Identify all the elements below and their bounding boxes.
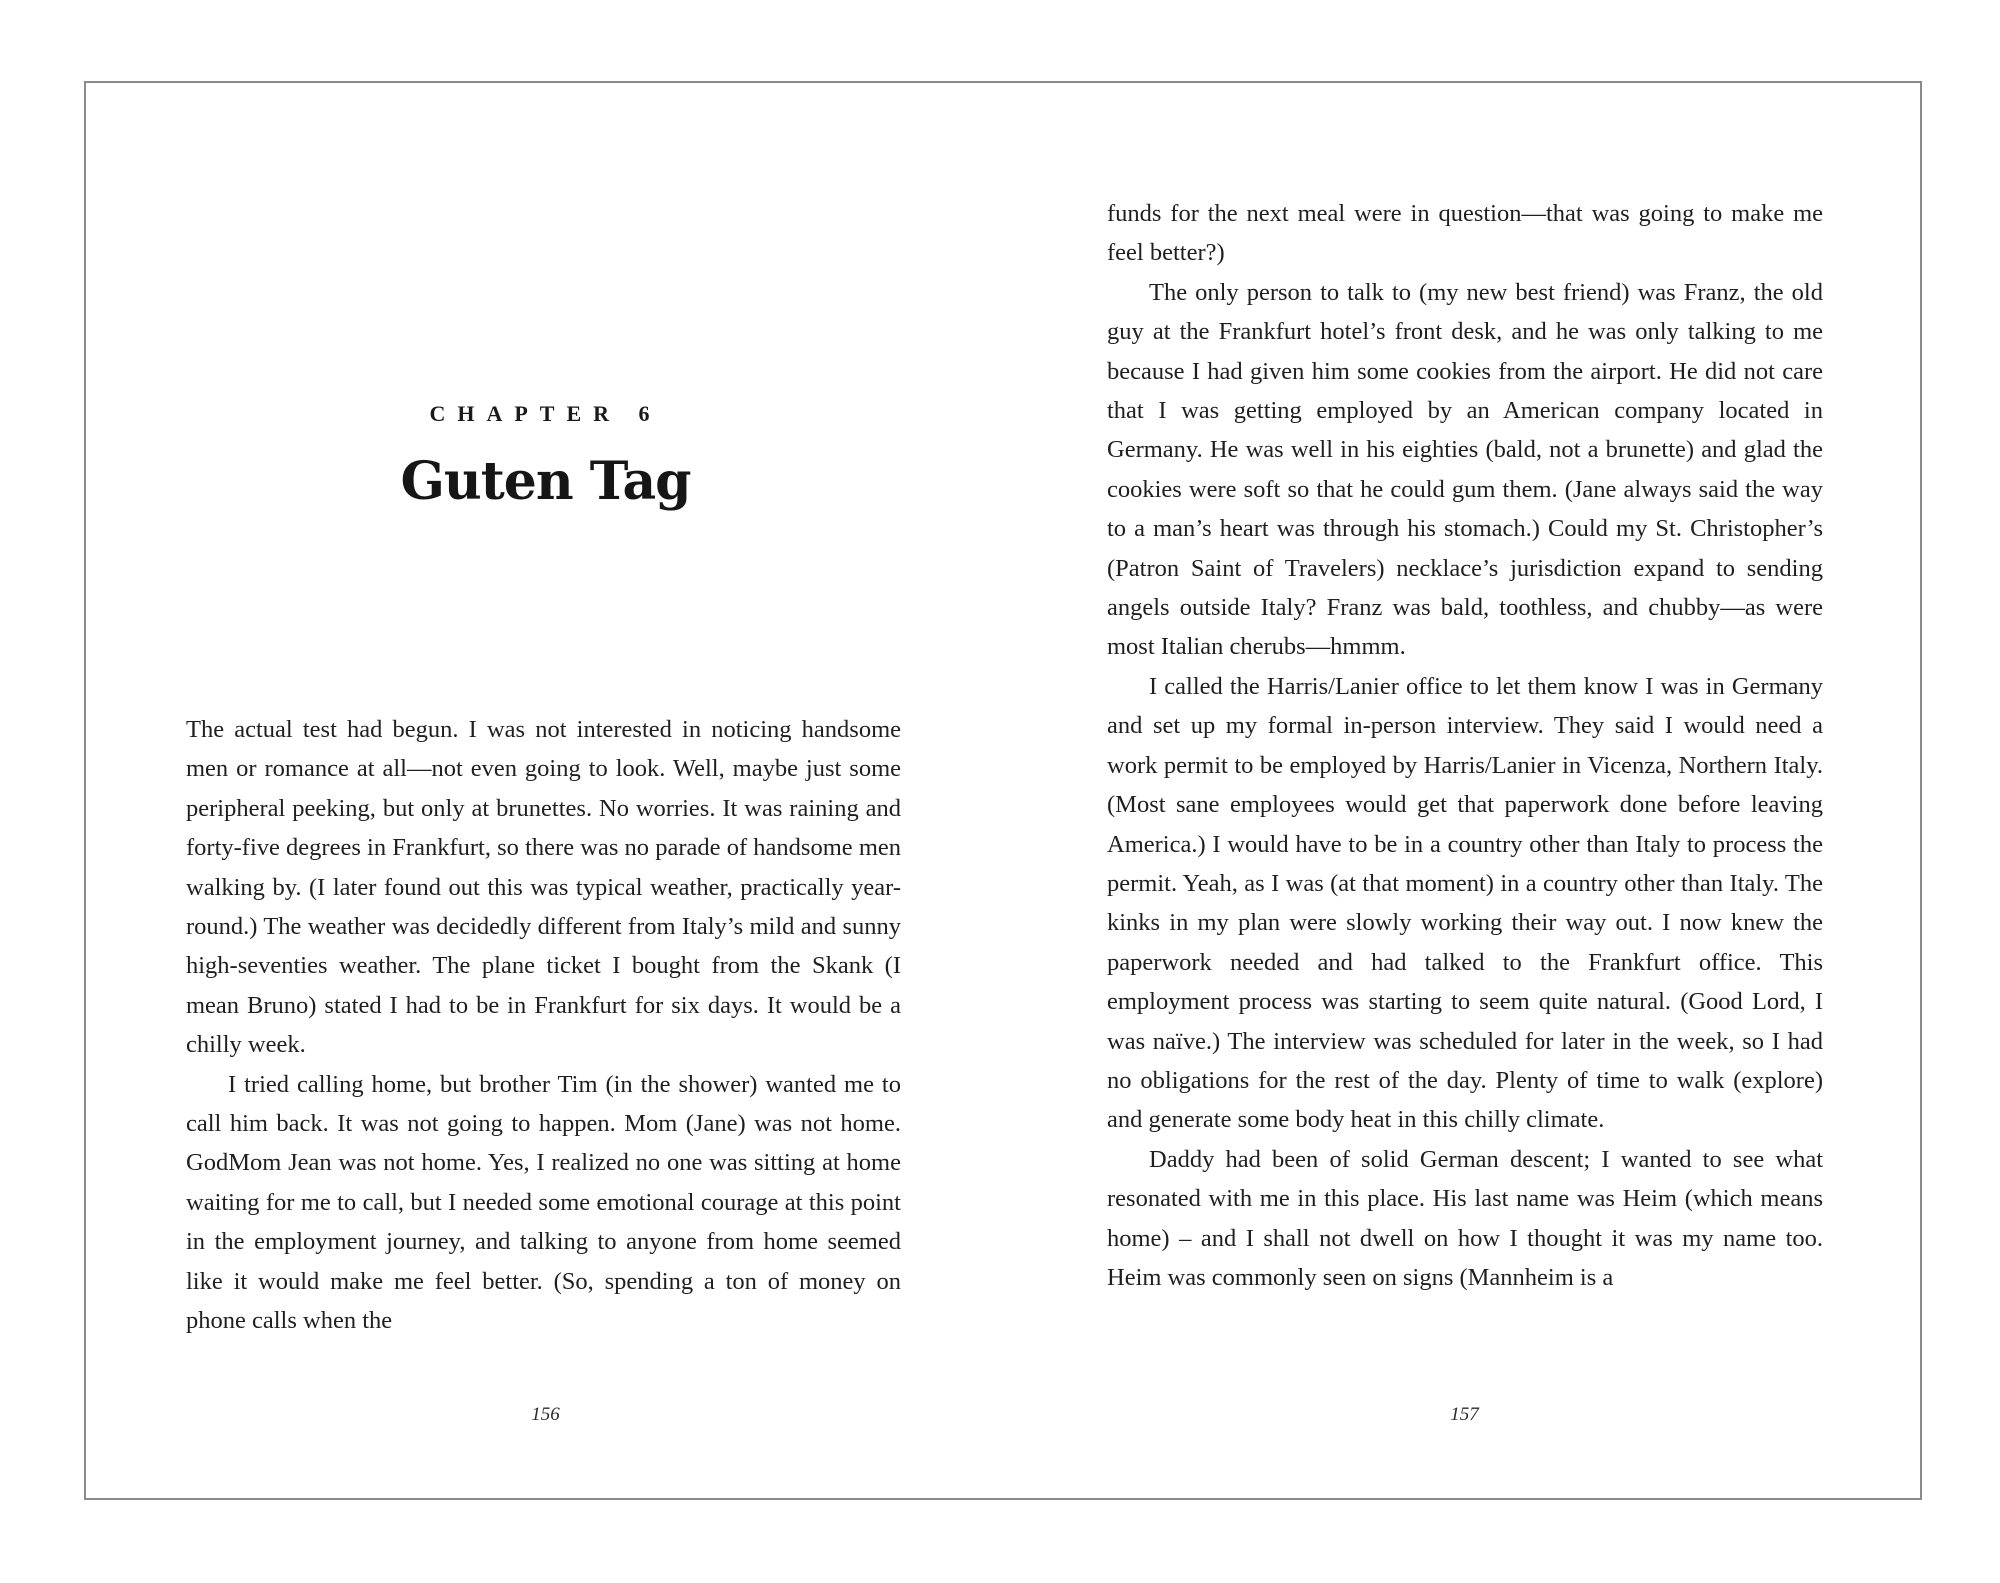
chapter-label: CHAPTER 6 — [429, 401, 662, 426]
paragraph: Daddy had been of solid German descent; I wanted to see what resonated with me in this place. His last name was Heim (which means home) – and I shall not dwell on how I thought it was my name too. Heim was commonly seen on signs (Mannheim is a — [1107, 1145, 1823, 1291]
left-page-body — [186, 710, 901, 1341]
paragraph: I tried calling home, but brother Tim (in the shower) wanted me to call him back. It was not going to happen. Mom (Jane) was not home. GodMom Jean was not home. Yes, I realized no one was sitting at home waiting for me to call, but I needed some emotional courage at this point in the employment journey, and talking to anyone from home seemed like it would make me feel better. (So, spending a ton of money on phone calls when the — [186, 1070, 901, 1335]
paragraph: The actual test had begun. I was not interested in noticing handsome men or romance at all—not even going to look. Well, maybe just some peripheral peeking, but only at brunettes. No worries. It was raining and forty-five degrees in Frankfurt, so there was no parade of handsome men walking by. (I later found out this was typical weather, practically year-round.) The weather was decidedly different from Italy’s mild and sunny high-seventies weather. The plane ticket I bought from the Skank (I mean Bruno) stated I had to be in Frankfurt for six days. It would be a chilly week. — [186, 716, 901, 1059]
page-number: 156 — [531, 1404, 560, 1425]
right-page-body — [1107, 194, 1823, 1297]
paragraph: The only person to talk to (my new best friend) was Franz, the old guy at the Frankfurt hotel’s front desk, and he was only talking to me because I had given him some cookies from the airport. He did not care that I was getting employed by an American company located in Germany. He was well in his eighties (bald, not a brunette) and glad the cookies were soft so that he could gum them. (Jane always said the way to a man’s heart was through his stomach.) Could my St. Christopher’s (Patron Saint of Travelers) necklace’s jurisdiction expand to sending angels outside Italy? Franz was bald, toothless, and chubby—as were most Italian cherubs—hmmm. — [1107, 278, 1823, 661]
left-page — [86, 83, 1005, 1498]
paragraph: funds for the next meal were in question—that was going to make me feel better?) — [1107, 200, 1823, 267]
page-number: 157 — [1450, 1404, 1479, 1425]
paragraph: I called the Harris/Lanier office to let them know I was in Germany and set up my formal in-person interview. They said I would need a work permit to be employed by Harris/Lanier in Vicenza, Northern Italy. (Most sane employees would get that paperwork done before leaving America.) I would have to be in a country other than Italy to process the permit. Yeah, as I was (at that moment) in a country other than Italy. The kinks in my plan were slowly working their way out. I now knew the paperwork needed and had talked to the Frankfurt office. This employment process was starting to seem quite natural. (Good Lord, I was naïve.) The interview was scheduled for later in the week, so I had no obligations for the rest of the day. Plenty of time to walk (explore) and generate some body heat in this chilly climate. — [1107, 672, 1823, 1134]
chapter-title: Guten Tag — [400, 451, 691, 512]
